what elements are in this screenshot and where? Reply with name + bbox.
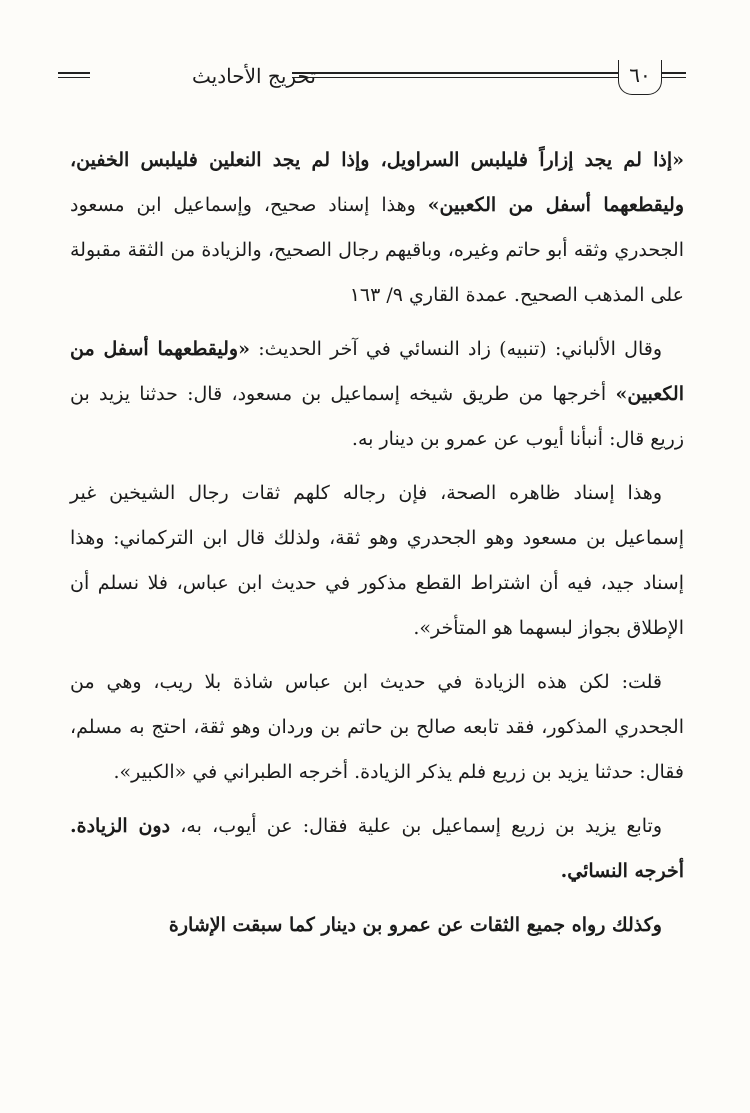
paragraph-lead: وتابع يزيد بن زريع إسماعيل بن علية فقال: عن أيوب، به، [170,815,662,837]
bold-text: دون الزيادة. أخرجه النسائي. [70,815,684,882]
page-number: ٦٠ [618,60,662,95]
bold-text: وكذلك رواه جميع الثقات عن عمرو بن دينار كما سبقت الإشارة [168,914,662,936]
header-rule-middle [292,72,618,78]
hadith-quote: «إذا لم يجد إزاراً فليلبس السراويل، وإذا لم يجد النعلين فليلبس الخفين، وليقطعهما أسفل من الكعبين» [70,149,684,216]
paragraph-1 [70,138,684,318]
paragraph-5 [70,804,684,894]
header-rule-left [58,72,90,78]
paragraph-3 [70,471,684,651]
bold-quote: «وليقطعهما أسفل من الكعبين» [70,338,684,405]
body-text [70,138,684,957]
paragraph-4 [70,660,684,795]
paragraph-text: قلت: لكن هذه الزيادة في حديث ابن عباس شاذة بلا ريب، وهي من الجحدري المذكور، فقد تابعه صالح بن حاتم بن وردان وهو ثقة، احتج به مسلم، فقال: حدثنا يزيد بن زريع فلم يذكر الزيادة. أخرجه الطبراني في «الكبير». [70,671,684,783]
paragraph-2 [70,327,684,462]
header-rule-right [661,72,686,78]
paragraph-6 [70,903,684,948]
paragraph-text: وهذا إسناد صحيح، وإسماعيل ابن مسعود الجحدري وثقه أبو حاتم وغيره، وباقيهم رجال الصحيح، والزيادة من الثقة مقبولة على المذهب الصحيح. عمدة القاري ٩/ ١٦٣ [70,194,684,306]
paragraph-text: وهذا إسناد ظاهره الصحة، فإن رجاله كلهم ثقات رجال الشيخين غير إسماعيل بن مسعود وهو الجحدري وهو ثقة، ولذلك قال ابن التركماني: وهذا إسناد جيد، فيه أن اشتراط القطع مذكور في حديث ابن عباس، فلا نسلم أن الإطلاق بجواز لبسهما هو المتأخر». [70,482,684,639]
running-header [58,60,686,100]
paragraph-text: أخرجها من طريق شيخه إسماعيل بن مسعود، قال: حدثنا يزيد بن زريع قال: أنبأنا أيوب عن عمرو بن دينار به. [70,383,684,450]
header-title: تخريج الأحاديث [192,64,316,88]
paragraph-lead: وقال الألباني: (تنبيه) زاد النسائي في آخر الحديث: [249,338,662,360]
